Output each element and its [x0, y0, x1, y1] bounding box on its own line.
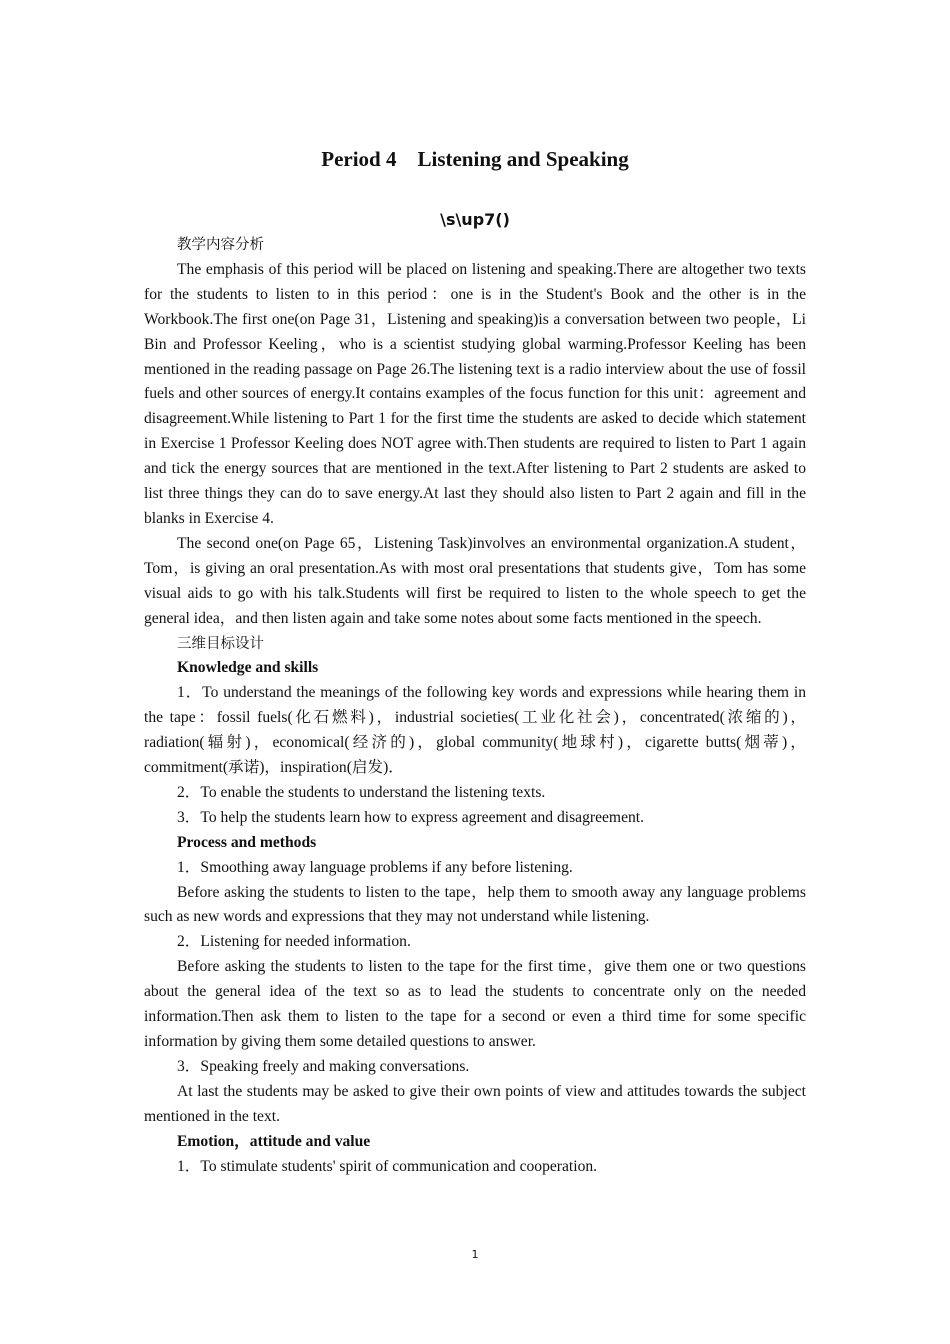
paragraph-second-text: The second one(on Page 65，Listening Task)involves an environmental organization.A student，Tom，is giving an oral presentation.As with most oral presentations that students give，Tom has some visual aids to go with his talk.Students will first be required to listen to the whole speech to get the general idea，and then listen again and take some notes about some facts mentioned in the speech.: [144, 534, 806, 627]
list-item-process-1: 1．Smoothing away language problems if any before listening.: [177, 858, 573, 876]
list-item-emotion-1: 1．To stimulate students' spirit of communication and cooperation.: [177, 1157, 598, 1175]
list-item-knowledge-2: 2．To enable the students to understand the listening texts.: [177, 783, 546, 801]
subheading-process-methods: Process and methods: [177, 833, 317, 851]
paragraph-process-2-detail: Before asking the students to listen to the tape for the first time，give them one or two questions about the general idea of the text so as to lead the students to concentrate only on the needed information.Then ask them to listen to the tape for a second or even a third time for some specific information by giving them some detailed questions to answer.: [144, 958, 806, 1050]
section-heading-content-analysis: 教学内容分析: [177, 237, 264, 253]
page-title: Period 4 Listening and Speaking: [321, 147, 629, 171]
subheading-knowledge-skills: Knowledge and skills: [177, 659, 319, 677]
list-item-knowledge-3: 3．To help the students learn how to express agreement and disagreement.: [177, 808, 645, 826]
page-number: 1: [471, 1248, 479, 1261]
list-item-knowledge-1: 1．To understand the meanings of the following key words and expressions while hearing them in the tape：fossil fuels(化石燃料)，industrial societies(工业化社会)，concentrated(浓缩的)，radiation(辐射)，economical(经济的)，global community(地球村)，cigarette butts(烟蒂)，commitment(承诺)，inspiration(启发)．: [144, 684, 806, 777]
document-body: [144, 233, 806, 1179]
subheading-emotion-attitude-value: Emotion，attitude and value: [177, 1132, 371, 1150]
paragraph-process-1-detail: Before asking the students to listen to the tape，help them to smooth away any language problems such as new words and expressions that they may not understand while listening.: [144, 883, 806, 926]
field-code-text: \s\up7(): [440, 210, 510, 229]
list-item-process-2: 2．Listening for needed information.: [177, 933, 411, 951]
section-heading-objectives: 三维目标设计: [177, 635, 264, 652]
paragraph-emphasis: The emphasis of this period will be placed on listening and speaking.There are altogether two texts for the students to listen to in this period：one is in the Student's Book and the other is in the Workbook.The first one(on Page 31，Listening and speaking)is a conversation between two people，Li Bin and Professor Keeling，who is a scientist studying global warming.Professor Keeling has been mentioned in the reading passage on Page 26.The listening text is a radio interview about the use of fossil fuels and other sources of energy.It contains examples of the focus function for this unit：agreement and disagreement.While listening to Part 1 for the first time the students are asked to decide which statement in Exercise 1 Professor Keeling does NOT agree with.Then students are required to listen to Part 1 again and tick the energy sources that are mentioned in the text.After listening to Part 2 students are asked to list three things they can do to save energy.At last they should also listen to Part 2 again and fill in the blanks in Exercise 4.: [144, 260, 806, 527]
paragraph-process-3-detail: At last the students may be asked to give their own points of view and attitudes towards the subject mentioned in the text.: [144, 1082, 806, 1125]
list-item-process-3: 3．Speaking freely and making conversations.: [177, 1057, 470, 1075]
